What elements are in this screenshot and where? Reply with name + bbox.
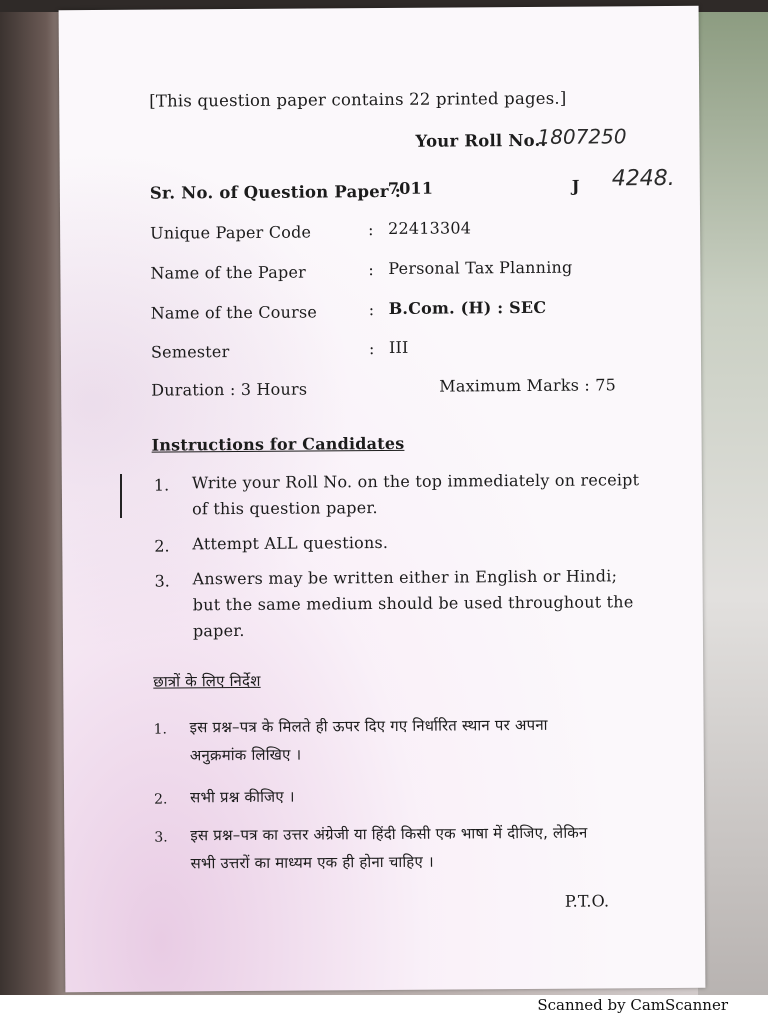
instruction-3-line1: Answers may be written either in English or Hindi;: [192, 566, 618, 589]
instructions-heading: Instructions for Candidates: [151, 433, 405, 455]
hindi-instruction-number: 1.: [153, 721, 168, 738]
instruction-number: 2.: [154, 536, 170, 556]
sr-no-value: 7011: [387, 178, 434, 198]
instruction-1-line2: of this question paper.: [191, 498, 378, 519]
question-paper-sheet: [59, 6, 706, 992]
hindi-instruction-number: 2.: [154, 791, 168, 808]
hindi-instructions-heading: छात्रों के लिए निर्देश: [153, 671, 261, 691]
instruction-3-line3: paper.: [192, 620, 245, 641]
semester-label: Semester: [150, 342, 230, 362]
pto-marker: P.T.O.: [564, 891, 610, 911]
hindi-instruction-1-line2: अनुक्रमांक लिखिए ।: [189, 745, 302, 765]
scan-background-right: [698, 0, 768, 995]
sr-no-label: Sr. No. of Question Paper :: [149, 181, 402, 203]
hindi-instruction-number: 3.: [154, 829, 168, 846]
hindi-instruction-3-line2: सभी उत्तरों का माध्यम एक ही होना चाहिए ।: [190, 852, 434, 873]
course-name-label: Name of the Course: [150, 302, 318, 323]
hindi-instruction-3-line1: इस प्रश्न–पत्र का उत्तर अंग्रेजी या हिंदी किसी एक भाषा में दीजिए, लेकिन: [190, 823, 588, 845]
paper-name-colon: :: [368, 260, 375, 280]
margin-pen-mark: [120, 474, 122, 518]
instruction-number: 1.: [153, 475, 170, 495]
semester-colon: :: [368, 339, 375, 359]
upc-label: Unique Paper Code: [150, 222, 312, 243]
upc-colon: :: [368, 220, 374, 240]
roll-no-handwritten: 1807250: [537, 124, 627, 149]
hindi-instruction-1-line1: इस प्रश्न–पत्र के मिलते ही ऊपर दिए गए निर्धारित स्थान पर अपना: [189, 715, 548, 737]
course-name-value: B.Com. (H) : SEC: [388, 297, 547, 318]
instruction-1-line1: Write your Roll No. on the top immediately on receipt: [191, 470, 640, 493]
paper-name-value: Personal Tax Planning: [388, 257, 573, 278]
semester-value: III: [388, 337, 409, 357]
roll-no-label: Your Roll No..: [415, 130, 547, 151]
duration-text: Duration : 3 Hours: [151, 379, 308, 400]
printed-pages-note: [This question paper contains 22 printed pages.]: [149, 88, 567, 111]
max-marks-text: Maximum Marks : 75: [439, 375, 617, 396]
instruction-number: 3.: [154, 571, 170, 591]
paper-name-label: Name of the Paper: [150, 262, 307, 283]
instruction-3-line2: but the same medium should be used throughout the: [192, 592, 634, 615]
upc-value: 22413304: [388, 218, 472, 238]
course-name-colon: :: [368, 300, 375, 320]
scanner-credit: Scanned by CamScanner: [537, 996, 728, 1014]
hindi-instruction-2-line1: सभी प्रश्न कीजिए ।: [190, 787, 295, 807]
set-letter: J: [571, 176, 580, 196]
instruction-2-line1: Attempt ALL questions.: [192, 532, 389, 554]
set-handwritten: 4248.: [611, 165, 675, 192]
